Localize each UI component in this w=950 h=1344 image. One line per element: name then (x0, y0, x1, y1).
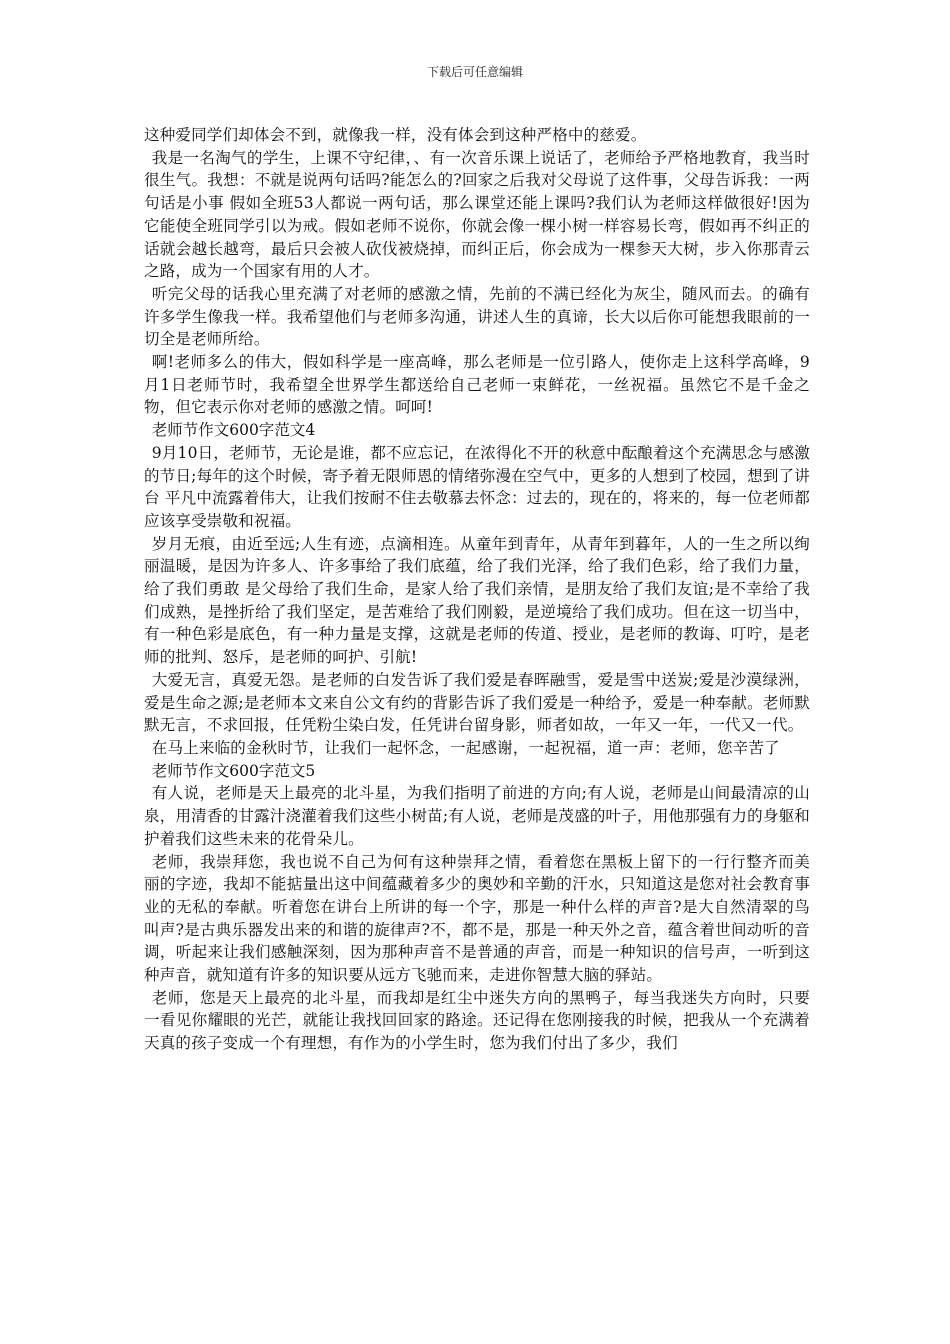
paragraph: 老师，您是天上最亮的北斗星，而我却是红尘中迷失方向的黑鸭子，每当我迷失方向时，只要一看见你耀眼的光芒，就能让我找回回家的路途。还记得在您刚接我的时候，把我从一个充满着天真的孩子变成一个有理想，有作为的小学生时，您为我们付出了多少，我们 (144, 988, 810, 1053)
paragraph: 有人说，老师是天上最亮的北斗星，为我们指明了前进的方向;有人说，老师是山间最清凉的山泉，用清香的甘露汁浇灌着我们这些小树苗;有人说，老师是茂盛的叶子，用他那强有力的身躯和护着我们这些未来的花骨朵儿。 (144, 784, 810, 848)
paragraph: 大爱无言，真爱无怨。是老师的白发告诉了我们爱是春晖融雪，爱是雪中送炭;爱是沙漠绿洲，爱是生命之源;是老师本文来自公文有约的背影告诉了我们爱是一种给予，爱是一种奉献。老师默默无言，不求回报，任凭粉尘染白发，任凭讲台留身影，师者如故，一年又一年，一代又一代。 (144, 670, 810, 735)
paragraph: 这种爱同学们却体会不到，就像我一样，没有体会到这种严格中的慈爱。 (144, 126, 647, 144)
paragraph: 老师，我崇拜您，我也说不自己为何有这种崇拜之情，看着您在黑板上留下的一行行整齐而美丽的字迹，我却不能掂量出这中间蕴藏着多少的奥妙和辛勤的汗水，只知道这是您对社会教育事业的无私的奉献。听着您在讲台上所讲的每一个字，那是一种什么样的声音?是大自然清翠的鸟叫声?是古典乐器发出来的和谐的旋律声?不，都不是，那是一种天外之音，蕴含着世间动听的音调，听起来让我们感触深刻，因为那种声音不是普通的声音，而是一种知识的信号声，一听到这种声音，就知道有许多的知识要从远方飞驰而来，走进你智慧大脑的驿站。 (144, 852, 810, 985)
paragraph: 在马上来临的金秋时节，让我们一起怀念，一起感谢，一起祝福，道一声：老师，您辛苦了 (151, 738, 780, 757)
paragraph: 啊!老师多么的伟大，假如科学是一座高峰，那么老师是一位引路人，使你走上这科学高峰，9月1日老师节时，我希望全世界学生都送给自己老师一束鲜花，一丝祝福。虽然它不是千金之物，但它表示你对老师的感激之情。呵呵! (144, 353, 810, 417)
paragraph: 9月10日，老师节，无论是谁，都不应忘记，在浓得化不开的秋意中酝酿着这个充满思念与感激的节日;每年的这个时候，寄予着无限师恩的情绪弥漫在空气中，更多的人想到了校园，想到了讲台 平凡中流露着伟大，让我们按耐不住去敬慕去怀念：过去的，现在的，将来的，每一位老师都应该享受崇敬和祝福。 (144, 443, 810, 530)
paragraph: 我是一名淘气的学生，上课不守纪律，、有一次音乐课上说话了，老师给予严格地教育，我当时很生气。我想：不就是说两句话吗?能怎么的?回家之后我对父母说了这件事，父母告诉我：一两句话是小事 假如全班53人都说一两句话，那么课堂还能上课吗?我们认为老师这样做很好!因为它能使全班同学引以为戒。假如老师不说你，你就会像一棵小树一样容易长弯，假如再不纠正的话就会越长越弯，最后只会被人砍伐被烧掉，而纠正后，你会成为一棵参天大树，步入你那青云之路，成为一个国家有用的人才。 (144, 148, 810, 281)
section-heading: 老师节作文600字范文4 (151, 421, 316, 440)
page-header: 下载后可任意编辑 (426, 65, 523, 79)
document-body (144, 124, 810, 1055)
paragraph: 岁月无痕，由近至远;人生有迹，点滴相连。从童年到青年，从青年到暮年，人的一生之所以绚丽温暖，是因为许多人、许多事给了我们底蕴，给了我们光泽，给了我们色彩，给了我们力量，给了我们勇敢 是父母给了我们生命，是家人给了我们亲情，是朋友给了我们友谊;是不幸给了我们成熟，是挫折给了我们坚定，是苦难给了我们刚毅，是逆境给了我们成功。但在这一切当中，有一种色彩是底色，有一种力量是支撑，这就是老师的传道、授业，是老师的教诲、叮咛，是老师的批判、怒斥，是老师的呵护、引航! (144, 534, 810, 667)
paragraph: 听完父母的话我心里充满了对老师的感激之情，先前的不满已经化为灰尘，随风而去。的确有许多学生像我一样。我希望他们与老师多沟通，讲述人生的真谛，长大以后你可能想我眼前的一切全是老师所给。 (144, 284, 810, 349)
section-heading: 老师节作文600字范文5 (151, 761, 316, 780)
